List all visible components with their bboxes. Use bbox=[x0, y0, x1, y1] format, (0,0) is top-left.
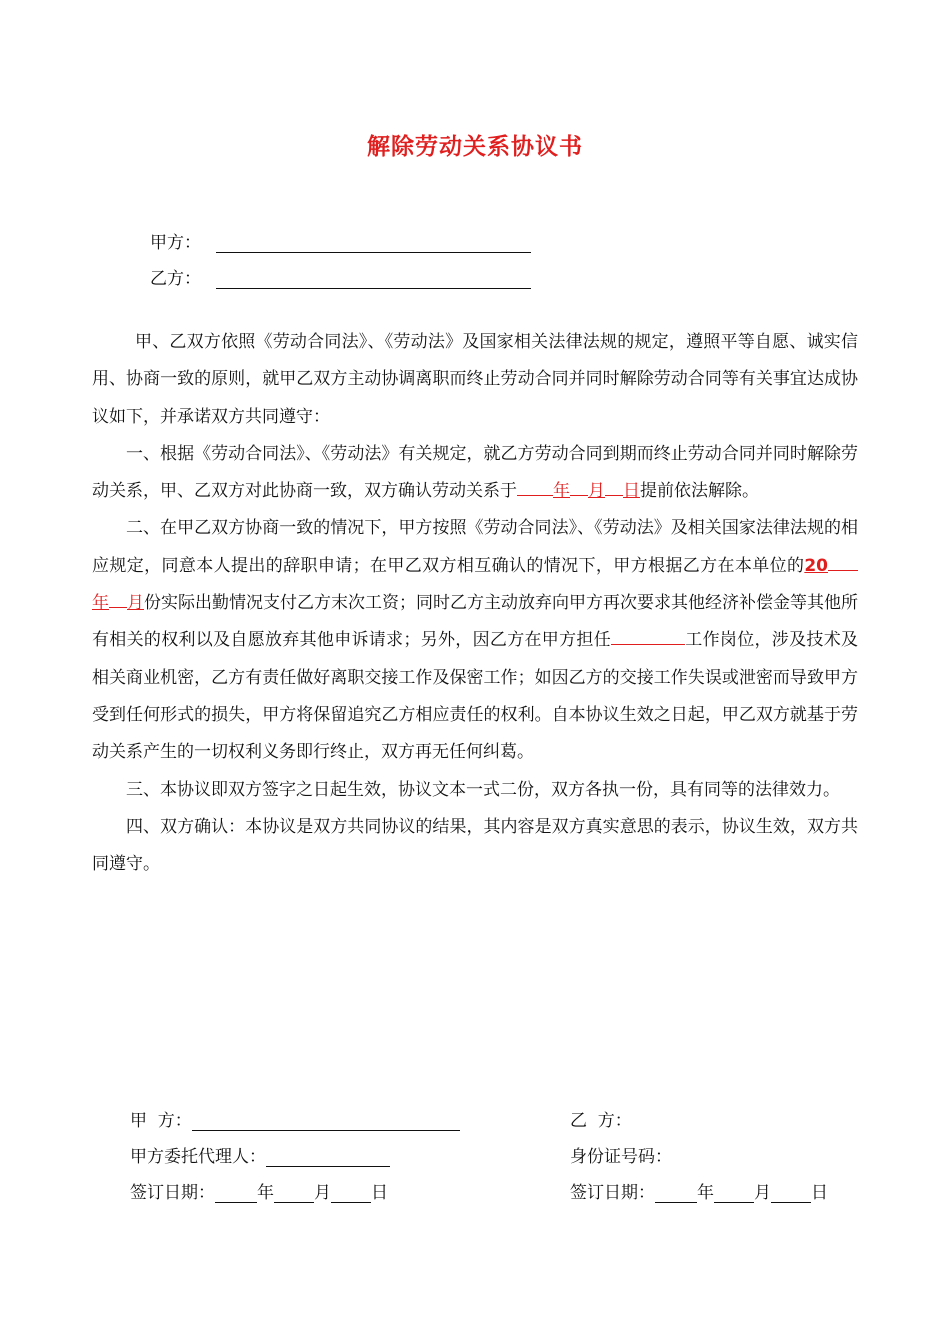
clause1-day-blank bbox=[605, 481, 623, 496]
sign-date-b: 签订日期： 年 月 日 bbox=[570, 1183, 828, 1203]
clause-1: 一、根据《劳动合同法》、《劳动法》有关规定，就乙方劳动合同到期而终止劳动合同并同时解除劳动关系，甲、乙双方对此协商一致，双方确认劳动关系于 年 月 日提前依法解除。 bbox=[92, 443, 858, 502]
position-blank bbox=[611, 630, 685, 645]
agreement-body bbox=[92, 324, 858, 883]
party-b-blank bbox=[216, 270, 531, 289]
sign-date-a-year-blank bbox=[215, 1186, 257, 1203]
sign-party-a: 甲 方： bbox=[130, 1106, 460, 1131]
clause2-year-blank bbox=[828, 556, 858, 571]
intro-paragraph: 甲、乙双方依照《劳动合同法》、《劳动法》及国家相关法律法规的规定，遵照平等自愿、诚实信用、协商一致的原则，就甲乙双方主动协调离职而终止劳动合同并同时解除劳动合同等有关事宜达成协议如下，并承诺双方共同遵守： bbox=[92, 332, 858, 427]
sign-party-a-blank bbox=[192, 1114, 460, 1131]
sign-date-a-month-blank bbox=[274, 1186, 314, 1203]
sign-date-b-month-blank bbox=[714, 1186, 754, 1203]
clause-3: 三、本协议即双方签字之日起生效，协议文本一式二份，双方各执一份，具有同等的法律效力。 bbox=[126, 779, 840, 800]
sign-date-a: 签订日期： 年 月 日 bbox=[130, 1183, 388, 1203]
clause2-month-blank bbox=[109, 593, 127, 608]
clause-4: 四、双方确认：本协议是双方共同协议的结果，其内容是双方真实意思的表示，协议生效，双方共同遵守。 bbox=[92, 816, 858, 875]
sign-party-b: 乙 方： bbox=[570, 1111, 632, 1131]
party-a-line bbox=[150, 228, 531, 253]
clause1-year-blank bbox=[517, 481, 553, 496]
sign-date-b-day-blank bbox=[771, 1186, 811, 1203]
party-a-blank bbox=[216, 234, 531, 253]
party-b-line bbox=[150, 264, 531, 289]
sign-id-number: 身份证号码： bbox=[570, 1147, 672, 1167]
sign-agent: 甲方委托代理人： bbox=[130, 1142, 390, 1167]
document-title: 解除劳动关系协议书 bbox=[367, 134, 583, 160]
party-b-label: 乙方： bbox=[150, 269, 201, 289]
party-a-label: 甲方： bbox=[150, 233, 201, 253]
sign-date-b-year-blank bbox=[655, 1186, 697, 1203]
sign-agent-blank bbox=[266, 1150, 390, 1167]
clause-2: 二、在甲乙双方协商一致的情况下，甲方按照《劳动合同法》、《劳动法》及相关国家法律法规的相应规定，同意本人提出的辞职申请；在甲乙双方相互确认的情况下，甲方根据乙方在本单位的20年 月份实际出勤情况支付乙方末次工资；同时乙方主动放弃向甲方再次要求其他经济补偿金等其他所有相关的权利以及自愿放弃其他申诉请求；另外，因乙方在甲方担任 工作岗位，涉及技术及相关商业机密，乙方有责任做好离职交接工作及保密工作；如因乙方的交接工作失误或泄密而导致甲方受到任何形式的损失，甲方将保留追究乙方相应责任的权利。自本协议生效之日起，甲乙双方就基于劳动关系产生的一切权利义务即行终止，双方再无任何纠葛。 bbox=[92, 518, 858, 763]
sign-date-a-day-blank bbox=[331, 1186, 371, 1203]
clause1-month-blank bbox=[570, 481, 588, 496]
